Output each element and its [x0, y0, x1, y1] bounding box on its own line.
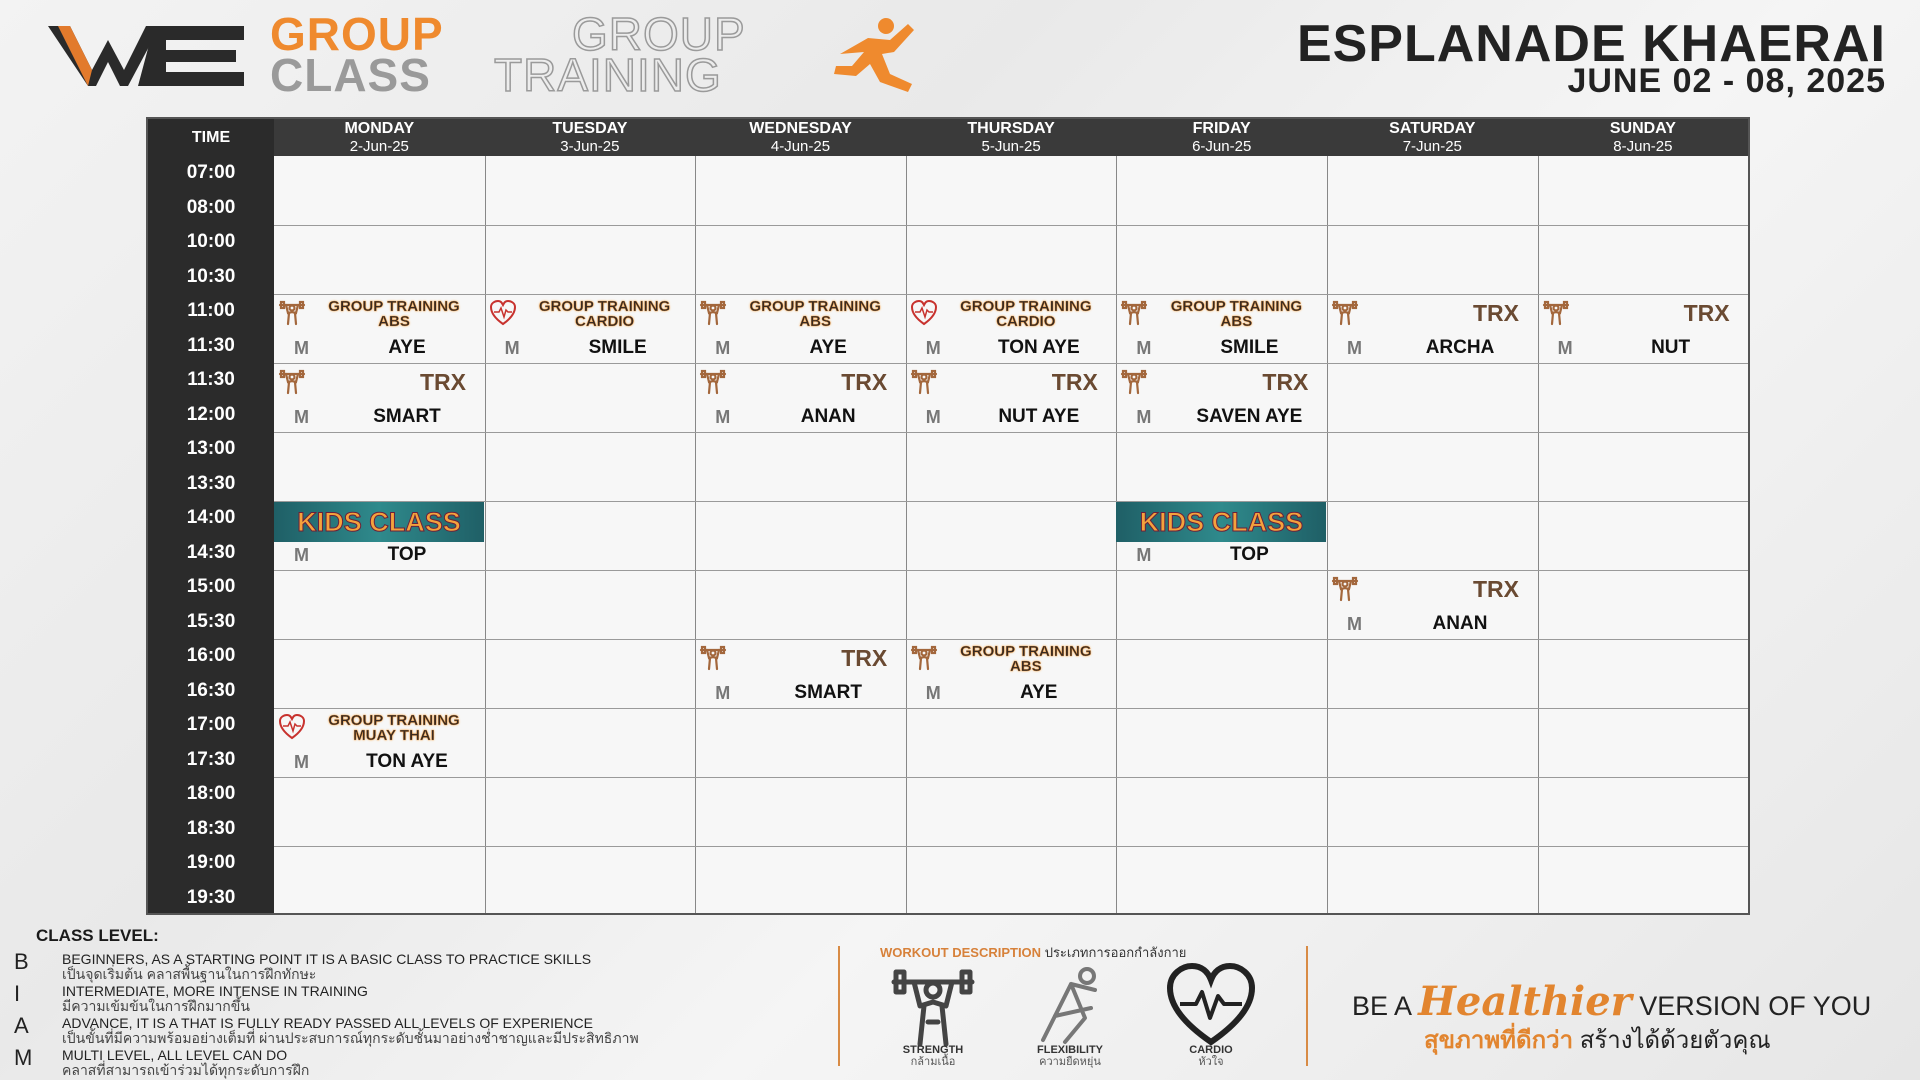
location-title: ESPLANADE KHAERAI	[1296, 15, 1886, 73]
class-level-title: CLASS LEVEL:	[36, 926, 159, 945]
level-letter: A	[14, 1013, 29, 1038]
class-name-line1: TRX	[1051, 369, 1098, 395]
class-level: M	[715, 683, 731, 703]
class-name-line1: TRX	[1262, 369, 1309, 395]
day-date: 3-Jun-25	[560, 138, 620, 155]
time-label: 18:00	[186, 783, 236, 804]
workout-description-th: ประเภทการออกกำลังกาย	[1044, 945, 1187, 960]
weightlifting-icon	[1331, 575, 1359, 603]
row-divider	[274, 777, 1748, 778]
class-level: M	[715, 407, 731, 427]
weightlifting-icon	[1542, 299, 1570, 327]
row-divider	[274, 501, 1748, 502]
class-level: M	[1557, 338, 1573, 358]
heart-icon	[910, 299, 938, 327]
workout-description-en: WORKOUT DESCRIPTION	[880, 945, 1042, 960]
strength-icon	[888, 962, 978, 1052]
flexibility-icon	[1025, 962, 1115, 1052]
coach-name: AYE	[809, 337, 847, 358]
class-level: M	[925, 338, 941, 358]
weightlifting-icon	[278, 299, 306, 327]
level-desc-en: BEGINNERS, AS A STARTING POINT IT IS A BASIC CLASS TO PRACTICE SKILLS	[62, 951, 592, 967]
class-slot	[274, 709, 484, 777]
class-name-line1: GROUP TRAINING	[328, 298, 460, 315]
day-date: 8-Jun-25	[1613, 138, 1673, 155]
class-level: M	[1136, 338, 1152, 358]
class-name-line1: GROUP TRAINING	[328, 712, 460, 729]
class-name-line1: GROUP TRAINING	[960, 643, 1092, 660]
flexibility-label: FLEXIBILITY	[1037, 1044, 1103, 1056]
level-desc-th: มีความเข้มข้นในการฝึกมากขึ้น	[62, 998, 250, 1014]
day-date: 4-Jun-25	[770, 138, 831, 155]
footer-divider-right	[1306, 946, 1308, 1066]
slogan-thai-rest: สร้างได้ด้วยตัวคุณ	[1579, 1027, 1771, 1054]
day-header-tuesday	[485, 119, 696, 156]
weightlifting-icon	[910, 644, 938, 672]
time-label: 11:00	[187, 300, 235, 321]
level-desc-en: INTERMEDIATE, MORE INTENSE IN TRAINING	[62, 983, 368, 999]
workout-description-title	[880, 942, 1186, 963]
class-level: M	[294, 545, 309, 565]
cardio-label-th: หัวใจ	[1198, 1056, 1224, 1068]
slogan	[1352, 978, 1871, 1025]
column-divider	[906, 156, 907, 913]
day-name: SUNDAY	[1609, 120, 1676, 137]
day-header-monday	[274, 119, 485, 156]
day-header-friday	[1116, 119, 1327, 156]
class-name-line1: TRX	[420, 369, 466, 395]
class-level: M	[1347, 614, 1362, 634]
class-name	[940, 370, 1112, 394]
brand-title	[270, 8, 746, 101]
level-desc-th: เป็นจุดเริ่มต้น คลาสพื้นฐานในการฝึกทักษะ	[62, 966, 317, 982]
class-level-item	[14, 1013, 774, 1046]
class-name	[1150, 299, 1322, 329]
class-slot	[274, 295, 484, 363]
class-slot	[1327, 295, 1537, 363]
class-level: M	[715, 338, 731, 358]
slogan-post: VERSION OF YOU	[1639, 991, 1872, 1021]
coach-name: TOP	[1230, 544, 1269, 565]
class-level-item	[14, 949, 774, 982]
time-label: 15:00	[186, 576, 236, 597]
class-name-line1: TRX	[841, 645, 888, 671]
row-divider	[274, 225, 1748, 226]
day-date: 6-Jun-25	[1192, 138, 1252, 155]
time-label: 15:30	[186, 610, 236, 632]
class-name	[519, 299, 691, 329]
class-name	[1361, 301, 1533, 325]
time-label: 11:30	[187, 369, 235, 390]
weightlifting-icon	[699, 368, 727, 396]
class-slot	[274, 364, 484, 432]
class-slot	[906, 364, 1116, 432]
strength-caption	[873, 1044, 993, 1068]
class-level: M	[925, 407, 941, 427]
coach-name: TOP	[387, 544, 427, 565]
coach-name: TON AYE	[366, 751, 448, 772]
strength-label-th: กล้ามเนื้อ	[910, 1056, 956, 1068]
slogan-pre: BE A	[1352, 991, 1411, 1021]
day-name: MONDAY	[344, 120, 415, 137]
day-name: FRIDAY	[1192, 120, 1251, 137]
brand-line-class: CLASS	[270, 49, 431, 101]
coach-name: AYE	[1020, 682, 1058, 703]
class-slot	[695, 295, 905, 363]
time-label: 10:30	[186, 265, 236, 287]
column-divider	[1538, 156, 1539, 913]
class-name	[940, 644, 1112, 674]
class-name-line1: GROUP TRAINING	[538, 298, 671, 315]
class-level: M	[1136, 545, 1152, 565]
class-name-line2: MUAY THAI	[353, 727, 435, 744]
cardio-caption	[1151, 1044, 1271, 1068]
coach-name: SAVEN AYE	[1196, 406, 1303, 427]
coach-name: ANAN	[800, 406, 856, 427]
kids-class-banner: KIDS CLASS	[1116, 502, 1326, 542]
time-label: 14:00	[186, 507, 236, 528]
weightlifting-icon	[699, 299, 727, 327]
column-divider	[695, 156, 696, 913]
weightlifting-icon	[1120, 368, 1148, 396]
coach-name: SMART	[794, 682, 862, 703]
coach-name: NUT AYE	[998, 406, 1080, 427]
day-date: 7-Jun-25	[1402, 138, 1462, 155]
class-level: M	[294, 407, 309, 427]
weightlifting-icon	[910, 368, 938, 396]
class-level: M	[294, 338, 309, 358]
class-level-item	[14, 981, 774, 1014]
class-slot	[906, 295, 1116, 363]
class-name-line1: TRX	[1473, 576, 1519, 602]
time-label: 17:00	[186, 714, 236, 735]
class-level-item	[14, 1045, 774, 1078]
time-label: 13:00	[186, 438, 236, 459]
class-slot	[1327, 571, 1537, 639]
level-desc-th: คลาสที่สามารถเข้าร่วมได้ทุกระดับการฝึก	[62, 1062, 310, 1078]
time-label: 14:30	[186, 541, 236, 563]
class-name	[308, 299, 480, 329]
brand-line-group-outline: GROUP	[572, 8, 746, 60]
class-name	[729, 370, 901, 394]
time-label: 11:30	[187, 334, 235, 356]
class-level: M	[1136, 407, 1152, 427]
heart-icon	[278, 713, 306, 741]
time-label: 16:00	[186, 645, 236, 666]
day-header-sunday	[1538, 119, 1749, 156]
class-name-line1: GROUP TRAINING	[749, 298, 881, 315]
class-name	[729, 299, 901, 329]
day-header-wednesday	[695, 119, 906, 156]
day-name: SATURDAY	[1389, 120, 1476, 137]
time-label: 17:30	[186, 748, 236, 770]
time-header: TIME	[191, 128, 231, 146]
kids-class-banner: KIDS CLASS	[274, 502, 484, 542]
column-divider	[485, 156, 486, 913]
time-label: 10:00	[186, 231, 236, 252]
coach-name: AYE	[388, 337, 426, 358]
class-name-line1: TRX	[1683, 300, 1730, 326]
class-name-line2: ABS	[1220, 313, 1253, 330]
class-slot	[906, 640, 1116, 708]
class-name	[308, 713, 480, 743]
class-name-line2: CARDIO	[996, 313, 1056, 330]
level-desc-th: เป็นขั้นที่มีความพร้อมอย่างเต็มที่ ผ่านประสบการณ์ทุกระดับชั้นมาอย่างช่ำชาญและมีประสิทธิภาพ	[62, 1030, 639, 1046]
coach-name: TON AYE	[997, 337, 1080, 358]
footer-divider-left	[838, 946, 840, 1066]
time-label: 13:30	[186, 472, 236, 494]
flexibility-label-th: ความยืดหยุ่น	[1039, 1056, 1101, 1068]
row-divider	[274, 432, 1748, 433]
day-name: WEDNESDAY	[749, 120, 852, 137]
day-header-thursday	[906, 119, 1117, 156]
class-slot	[274, 502, 484, 570]
slogan-thai-em: สุขภาพที่ดีกว่า	[1424, 1027, 1574, 1054]
column-divider	[1327, 156, 1328, 913]
cardio-icon	[1166, 962, 1256, 1052]
class-name-line2: ABS	[1009, 658, 1042, 675]
day-date: 5-Jun-25	[981, 138, 1041, 155]
brand-line-group: GROUP	[270, 8, 444, 60]
level-letter: I	[14, 981, 21, 1006]
level-desc-en: MULTI LEVEL, ALL LEVEL CAN DO	[62, 1047, 288, 1063]
coach-name: SMILE	[588, 337, 647, 358]
time-label: 19:00	[186, 852, 236, 873]
class-slot	[1116, 364, 1326, 432]
weightlifting-icon	[278, 368, 306, 396]
day-header-saturday	[1327, 119, 1538, 156]
class-name	[1361, 577, 1533, 601]
class-name-line1: TRX	[1473, 300, 1519, 326]
time-label: 07:00	[186, 162, 236, 183]
weightlifting-icon	[1120, 299, 1148, 327]
level-desc-en: ADVANCE, IT IS A THAT IS FULLY READY PASSED ALL LEVELS OF EXPERIENCE	[62, 1015, 593, 1031]
class-name-line1: TRX	[841, 369, 888, 395]
date-range: JUNE 02 - 08, 2025	[1567, 62, 1886, 100]
level-letter: M	[14, 1045, 33, 1070]
row-divider	[274, 708, 1748, 709]
class-level: M	[925, 683, 941, 703]
time-label: 19:30	[186, 886, 236, 908]
class-name	[940, 299, 1112, 329]
coach-name: ANAN	[1432, 613, 1488, 634]
flexibility-caption	[1010, 1044, 1130, 1068]
slogan-thai	[1424, 1020, 1771, 1059]
time-label: 08:00	[186, 196, 236, 218]
row-divider	[274, 846, 1748, 847]
class-slot	[1116, 295, 1326, 363]
class-name-line1: GROUP TRAINING	[960, 298, 1092, 315]
heart-icon	[489, 299, 517, 327]
slogan-highlight: Healthier	[1418, 978, 1632, 1025]
class-slot	[1538, 295, 1748, 363]
class-name-line1: GROUP TRAINING	[1170, 298, 1303, 315]
schedule-table	[146, 117, 1750, 915]
brand-line-training: TRAINING	[494, 49, 722, 101]
class-name	[729, 646, 901, 670]
weightlifting-icon	[1331, 299, 1359, 327]
runner-icon	[820, 14, 930, 94]
class-slot	[695, 640, 905, 708]
weightlifting-icon	[699, 644, 727, 672]
class-name-line2: ABS	[378, 313, 410, 330]
class-name-line2: CARDIO	[575, 313, 635, 330]
time-label: 12:00	[186, 403, 236, 425]
class-level: M	[294, 752, 309, 772]
level-letter: B	[14, 949, 29, 974]
class-slot	[695, 364, 905, 432]
class-level: M	[504, 338, 520, 358]
coach-name: SMILE	[1220, 337, 1279, 358]
class-slot	[485, 295, 695, 363]
class-name	[1150, 370, 1322, 394]
class-slot	[1116, 502, 1326, 570]
time-label: 18:30	[186, 817, 236, 839]
coach-name: ARCHA	[1425, 337, 1495, 358]
class-name-line2: ABS	[799, 313, 832, 330]
class-level: M	[1347, 338, 1362, 358]
day-name: THURSDAY	[967, 120, 1055, 137]
class-name	[1572, 301, 1744, 325]
time-label: 16:30	[186, 679, 236, 701]
day-date: 2-Jun-25	[349, 138, 409, 155]
strength-label: STRENGTH	[902, 1044, 964, 1056]
we-logo	[48, 18, 248, 90]
class-name	[308, 370, 480, 394]
coach-name: SMART	[373, 406, 441, 427]
cardio-label: CARDIO	[1189, 1044, 1233, 1056]
coach-name: NUT	[1651, 337, 1691, 358]
day-name: TUESDAY	[552, 120, 628, 137]
